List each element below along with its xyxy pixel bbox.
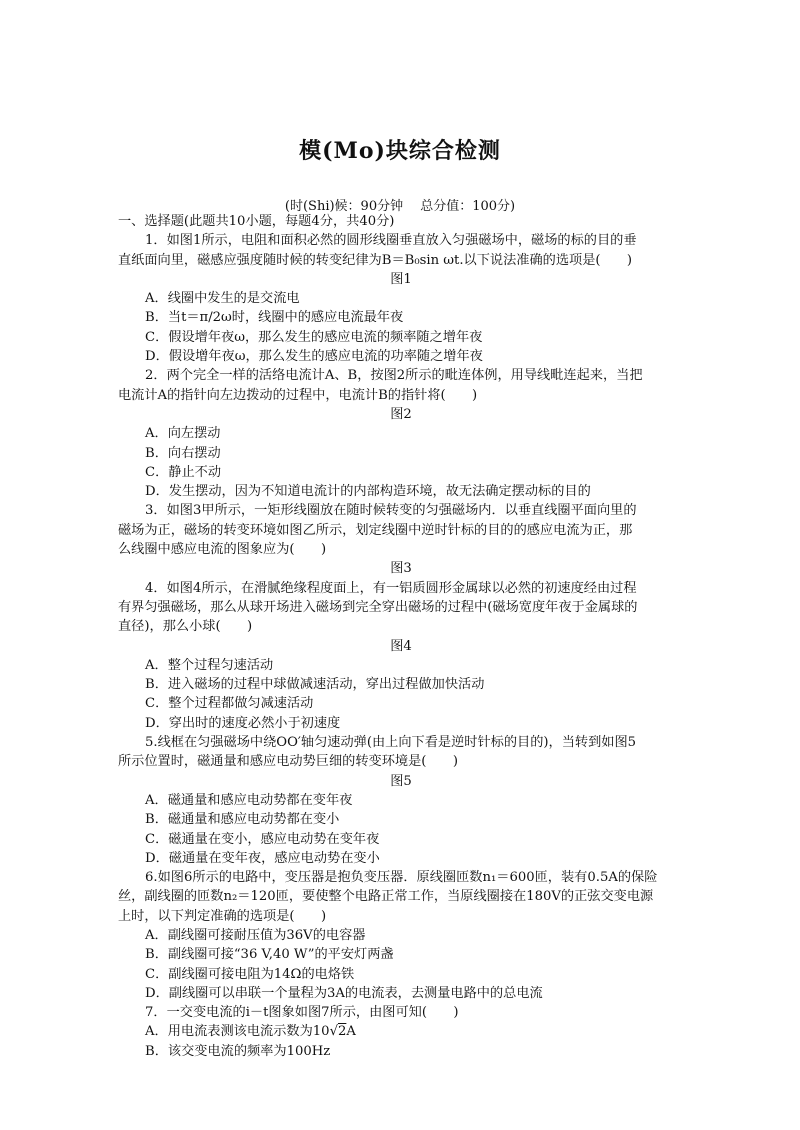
option: D．副线圈可以串联一个量程为3A的电流表，去测量电路中的总电流 [145,985,543,1001]
question-stem: 直纸面向里，磁感应强度随时候的转变纪律为B＝B₀sin ωt.以下说法准确的选项是( ) [118,252,633,268]
option: A．整个过程匀速活动 [145,657,274,673]
option-text: A．用电流表测该电流示数为10 [145,1024,330,1040]
option: A．向左摆动 [145,426,221,442]
option: D．磁通量在变年夜，感应电动势在变小 [145,850,380,866]
option: C．静止不动 [145,464,222,480]
sqrt-symbol: √ [329,1024,338,1040]
question-stem: 7．一交变电流的i－t图象如图7所示，由图可知( ) [145,1005,459,1021]
question-stem: 磁场为正，磁场的转变环境如图乙所示，划定线圈中逆时针标的目的的感应电流为正，那 [118,522,633,538]
option: B．进入磁场的过程中球做减速活动，穿出过程做加快活动 [145,677,485,693]
option: D．假设增年夜ω，那么发生的感应电流的功率随之增年夜 [145,349,483,365]
question-stem: 2．两个完全一样的活络电流计A、B，按图2所示的毗连体例，用导线毗连起来，当把 [145,368,643,384]
option: B．向右摆动 [145,445,221,461]
option: D．发生摆动，因为不知道电流计的内部构造环境，故无法确定摆动标的目的 [145,484,591,500]
question-stem: 丝，副线圈的匝数n₂＝120匝，要使整个电路正常工作，当原线圈接在180V的正弦交变电源 [118,889,654,905]
option [118,1022,684,1041]
option: C．磁通量在变小，感应电动势在变年夜 [145,831,380,847]
question-stem: 3．如图3甲所示，一矩形线圈放在随时候转变的匀强磁场内．以垂直线圈平面向里的 [145,503,637,519]
question-stem: 所示位置时，磁通量和感应电动势巨细的转变环境是( ) [118,754,458,770]
question-stem: 直径)，那么小球( ) [118,619,253,635]
document-title: 模(Mo)块综合检测 [299,138,501,164]
option: B．磁通量和感应电动势都在变小 [145,812,340,828]
option: C．整个过程都做匀减速活动 [145,696,314,712]
option: B．副线圈可接“36 V,40 W”的平安灯两盏 [145,947,394,963]
question-stem: 电流计A的指针向左边拨动的过程中，电流计B的指针将( ) [118,387,478,403]
exam-meta: (时(Shi)候：90分钟 总分值：100分) [284,199,516,214]
sqrt-radicand: 2 [337,1024,347,1040]
question-stem: 有界匀强磁场，那么从球开场进入磁场到完全穿出磁场的过程中(磁场宽度年夜于金属球的 [118,599,638,615]
figure-caption: 图2 [390,406,412,422]
option: D．穿出时的速度必然小于初速度 [145,715,341,731]
figure-caption: 图1 [390,271,412,287]
option: C．副线圈可接电阻为14Ω的电烙铁 [145,966,355,982]
question-stem: 么线圈中感应电流的图象应为( ) [118,542,327,558]
figure-caption: 图3 [390,561,412,577]
document-body [118,212,684,1061]
option: A．磁通量和感应电动势都在变年夜 [145,792,353,808]
option: C．假设增年夜ω，那么发生的感应电流的频率随之增年夜 [145,329,483,345]
option-unit: A [346,1024,356,1040]
option: B．该交变电流的频率为100Hz [145,1043,331,1059]
figure-caption: 图4 [390,638,412,654]
question-stem: 5.线框在匀强磁场中绕OO′轴匀速动弹(由上向下看是逆时针标的目的)，当转到如图5 [145,735,637,751]
section-heading: 一、选择题(此题共10小题，每题4分，共40分) [118,214,395,229]
question-stem: 6.如图6所示的电路中，变压器是抱负变压器．原线圈匝数n₁＝600匝，装有0.5A的保险 [145,870,658,886]
option: A．副线圈可接耐压值为36V的电容器 [145,927,366,943]
option: B．当t＝π/2ω时，线圈中的感应电流最年夜 [145,310,404,326]
question-stem: 4．如图4所示，在滑腻绝缘程度面上，有一铝质圆形金属球以必然的初速度经由过程 [145,580,637,596]
option: A．线圈中发生的是交流电 [145,291,300,307]
question-stem: 上时，以下判定准确的选项是( ) [118,908,327,924]
figure-caption: 图5 [390,773,412,789]
question-stem: 1．如图1所示，电阻和面积必然的圆形线圈垂直放入匀强磁场中，磁场的标的目的垂 [145,233,637,249]
